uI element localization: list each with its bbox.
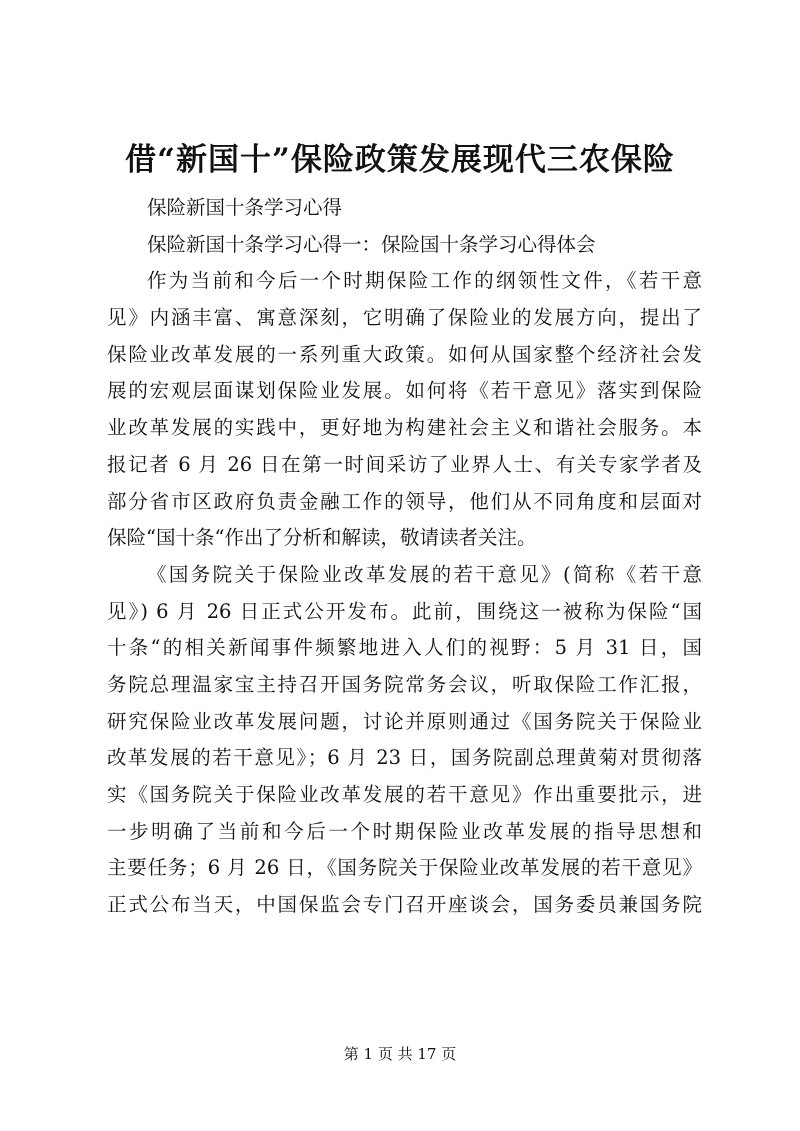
paragraph-line: 十条“的相关新闻事件频繁地进入人们的视野：5 月 31 日，国 (107, 636, 702, 660)
paragraph-line: 保险“国十条“作出了分析和解读，敬请读者关注。 (107, 526, 537, 550)
paragraph-line: 见》) 6 月 26 日正式公开发布。此前，围绕这一被称为保险“国 (107, 599, 702, 623)
paragraph-line: 改革发展的若干意见》；6 月 23 日，国务院副总理黄菊对贯彻落 (107, 746, 702, 770)
paragraph-line: 报记者 6 月 26 日在第一时间采访了业界人士、有关专家学者及 (107, 452, 702, 476)
paragraph-line: 务院总理温家宝主持召开国务院常务会议，听取保险工作汇报， (107, 672, 702, 696)
document-body (107, 190, 702, 924)
paragraph-line: 保险业改革发展的一系列重大政策。如何从国家整个经济社会发 (107, 342, 702, 366)
paragraph-line: 实《国务院关于保险业改革发展的若干意见》作出重要批示，进 (107, 783, 702, 806)
paragraph-line: 正式公布当天，中国保监会专门召开座谈会，国务委员兼国务院 (107, 893, 702, 917)
paragraph-line: 展的宏观层面谋划保险业发展。如何将《若干意见》落实到保险 (107, 379, 702, 403)
paragraph-line: 一步明确了当前和今后一个时期保险业改革发展的指导思想和 (107, 819, 702, 843)
paragraph-1 (107, 263, 702, 557)
page-number-footer: 第 1 页 共 17 页 (343, 1045, 457, 1063)
document-heading: 保险新国十条学习心得一：保险国十条学习心得体会 (147, 232, 596, 256)
paragraph-line: 见》内涵丰富、寓意深刻，它明确了保险业的发展方向，提出了 (107, 306, 702, 330)
paragraph-line: 部分省市区政府负责金融工作的领导，他们从不同角度和层面对 (107, 489, 702, 513)
paragraph-line: 作为当前和今后一个时期保险工作的纲领性文件，《若干意 (147, 269, 702, 293)
paragraph-line: 《国务院关于保险业改革发展的若干意见》(简称《若干意 (147, 562, 702, 586)
paragraph-2 (107, 557, 702, 924)
paragraph-line: 主要任务；6 月 26 日，《国务院关于保险业改革发展的若干意见》 (107, 856, 702, 880)
paragraph-line: 业改革发展的实践中，更好地为构建社会主义和谐社会服务。本 (107, 416, 702, 440)
document-subtitle: 保险新国十条学习心得 (147, 196, 343, 219)
document-title: 借“新国十”保险政策发展现代三农保险 (125, 142, 675, 178)
paragraph-line: 研究保险业改革发展问题，讨论并原则通过《国务院关于保险业 (107, 709, 702, 733)
